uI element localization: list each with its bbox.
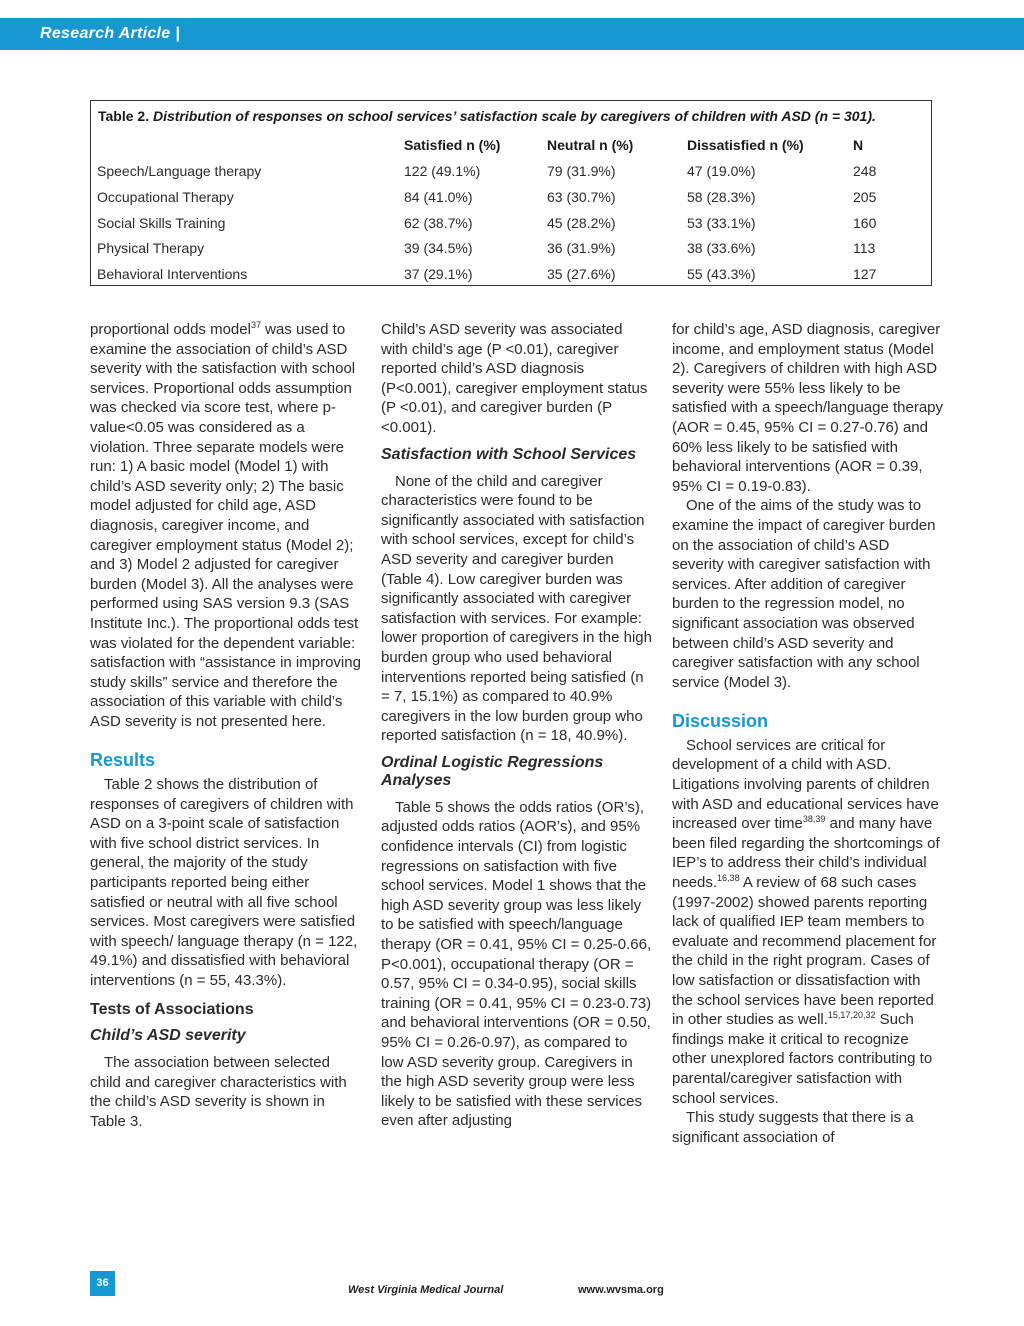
table-row (91, 240, 931, 264)
row-label: Speech/Language therapy (97, 163, 262, 179)
paragraph (90, 320, 362, 731)
cell-satisfied: 84 (41.0%) (404, 189, 473, 205)
cell-neutral: 79 (31.9%) (547, 163, 616, 179)
text-run: proportional odds model (90, 321, 251, 338)
text-run: School services are critical for development of a child with ASD. Litigations involving parents of children with ASD and educational services have increased over time (672, 736, 939, 833)
ordinal-regression-heading: Ordinal Logistic Regressions Analyses (381, 753, 604, 789)
cell-n: 248 (853, 163, 877, 179)
cell-neutral: 45 (28.2%) (547, 215, 616, 231)
table-row (91, 266, 931, 290)
cell-dissatisfied: 53 (33.1%) (687, 215, 756, 231)
cell-satisfied: 62 (38.7%) (404, 215, 473, 231)
table-row (91, 215, 931, 239)
table-title: Distribution of responses on school services’ satisfaction scale by caregivers of children with ASD (n = 301). (152, 108, 876, 124)
satisfaction-heading: Satisfaction with School Services (381, 445, 637, 463)
cell-n: 160 (853, 215, 877, 231)
paragraph: The association between selected child and caregiver characteristics with the child’s ASD severity is shown in Table 3. (90, 1054, 347, 1130)
paragraph: Table 5 shows the odds ratios (OR’s), adjusted odds ratios (AOR’s), and 95% confidence intervals (CI) from logistic regressions on satisfaction with five school services. Model 1 shows that the high ASD severity group was less likely to be satisfied with speech/language therapy (OR = 0.41, 95% CI = 0.25-0.66, P<0.001), occupational therapy (OR = 0.57, 95% CI = 0.34-0.95), social skills training (OR = 0.41, 95% CI = 0.23-0.73) and behavioral interventions (OR = 0.50, 95% CI = 0.26-0.97), as compared to low ASD severity group. Caregivers in the high ASD severity group were less likely to be satisfied with these services even after adjusting (381, 798, 652, 1130)
column-header-n: N (853, 137, 864, 153)
cell-dissatisfied: 47 (19.0%) (687, 163, 756, 179)
paragraph: One of the aims of the study was to examine the impact of caregiver burden on the association of child’s ASD severity with caregiver satisfaction with services. After addition of caregiver burden to the regression model, no significant association was observed between child’s ASD severity and caregiver satisfaction with any school service (Model 3). (672, 497, 936, 691)
cell-satisfied: 37 (29.1%) (404, 266, 473, 282)
row-label: Occupational Therapy (97, 189, 234, 205)
cell-satisfied: 122 (49.1%) (404, 163, 481, 179)
cell-neutral: 36 (31.9%) (547, 240, 616, 256)
column-header-satisfied: Satisfied n (%) (404, 137, 501, 153)
paragraph: Child’s ASD severity was associated with child’s age (P <0.01), caregiver reported child’s ASD diagnosis (P<0.001), caregiver employment status (P <0.01), and caregiver burden (P <0.001). (381, 321, 648, 436)
discussion-heading: Discussion (672, 711, 769, 732)
journal-name: West Virginia Medical Journal (348, 1284, 504, 1296)
cell-neutral: 35 (27.6%) (547, 266, 616, 282)
cell-n: 127 (853, 266, 877, 282)
paragraph (672, 736, 944, 1108)
table-row (91, 189, 931, 213)
asd-severity-heading: Child’s ASD severity (90, 1027, 246, 1045)
column-header-dissatisfied: Dissatisfied n (%) (687, 137, 804, 153)
text-run: was used to examine the association of child’s ASD severity with the satisfaction with school services. Proportional odds assumption was checked via score test, where p-value<0.05 was considered as a violation. Three separate models were run: 1) A basic model (Model 1) with child’s ASD severity only; 2) The basic model adjusted for child age, ASD diagnosis, caregiver income, and caregiver employment status (Model 2); and 3) Model 2 adjusted for caregiver burden (Model 3). All the analyses were performed using SAS version 9.3 (SAS Institute Inc.). The proportional odds test was violated for the dependent variable: satisfaction with “assistance in improving study skills” service and therefore the association of this variable with child’s ASD severity is not presented here. (90, 321, 361, 730)
text-run: and many have been filed regarding the shortcomings of IEP’s to address their child’s individual needs. (672, 815, 940, 892)
cell-neutral: 63 (30.7%) (547, 189, 616, 205)
citation: 38,39 (802, 814, 826, 825)
cell-dissatisfied: 58 (28.3%) (687, 189, 756, 205)
cell-n: 113 (853, 240, 876, 256)
citation: 15,17,20,32 (827, 1010, 876, 1021)
row-label: Social Skills Training (97, 215, 226, 231)
cell-dissatisfied: 38 (33.6%) (687, 240, 756, 256)
paragraph: This study suggests that there is a significant association of (672, 1109, 914, 1146)
row-label: Physical Therapy (97, 240, 205, 256)
header-banner (0, 18, 1024, 50)
cell-dissatisfied: 55 (43.3%) (687, 266, 756, 282)
table-2 (90, 100, 932, 286)
page-number: 36 (90, 1271, 115, 1296)
text-column-3 (672, 320, 944, 1147)
paragraph: Table 2 shows the distribution of responses of caregivers of children with ASD on a 3-point scale of satisfaction with five school district services. In general, the majority of the study participants reported being either satisfied or neutral with all five school services. Most caregivers were satisfied with speech/ language therapy (n = 122, 49.1%) and dissatisfied with behavioral interventions (n = 55, 43.3%). (90, 776, 358, 989)
banner-title: Research Article | (40, 25, 181, 42)
row-label: Behavioral Interventions (97, 266, 248, 282)
website-link[interactable]: www.wvsma.org (578, 1284, 664, 1296)
text-column-1 (90, 320, 362, 1132)
text-column-2 (381, 320, 653, 1131)
table-row (91, 163, 931, 187)
column-header-neutral: Neutral n (%) (547, 137, 634, 153)
table-label: Table 2. (98, 108, 150, 124)
cell-satisfied: 39 (34.5%) (404, 240, 473, 256)
text-run: A review of 68 such cases (1997-2002) showed parents reporting lack of qualified IEP team members to evaluate and recommend placement for the child in the right program. Cases of low satisfaction or dissatisfaction with the school services have been reported in other studies as well. (672, 874, 937, 1029)
table-caption (98, 108, 876, 124)
tests-heading: Tests of Associations (90, 1000, 254, 1018)
citation: 16,38 (717, 873, 740, 884)
paragraph: for child’s age, ASD diagnosis, caregiver income, and employment status (Model 2). Caregivers of children with high ASD severity were 55% less likely to be satisfied with a speech/language therapy (AOR = 0.45, 95% CI = 0.27-0.76) and 60% less likely to be satisfied with behavioral interventions (AOR = 0.39, 95% CI = 0.19-0.83). (672, 321, 944, 495)
citation: 37 (250, 320, 261, 330)
cell-n: 205 (853, 189, 877, 205)
paragraph: None of the child and caregiver characteristics were found to be significantly associated with satisfaction with school services, except for child’s ASD severity and caregiver burden (Table 4). Low caregiver burden was significantly associated with caregiver satisfaction with services. For example: lower proportion of caregivers in the high burden group who used behavioral interventions reported being satisfied (n = 7, 15.1%) as compared to 40.9% caregivers in the low burden group who reported satisfaction (n = 18, 40.9%). (381, 472, 652, 745)
text-run: Such findings make it critical to recognize other unexplored factors contributing to parental/caregiver satisfaction with school services. (672, 1011, 933, 1107)
results-heading: Results (90, 750, 156, 771)
